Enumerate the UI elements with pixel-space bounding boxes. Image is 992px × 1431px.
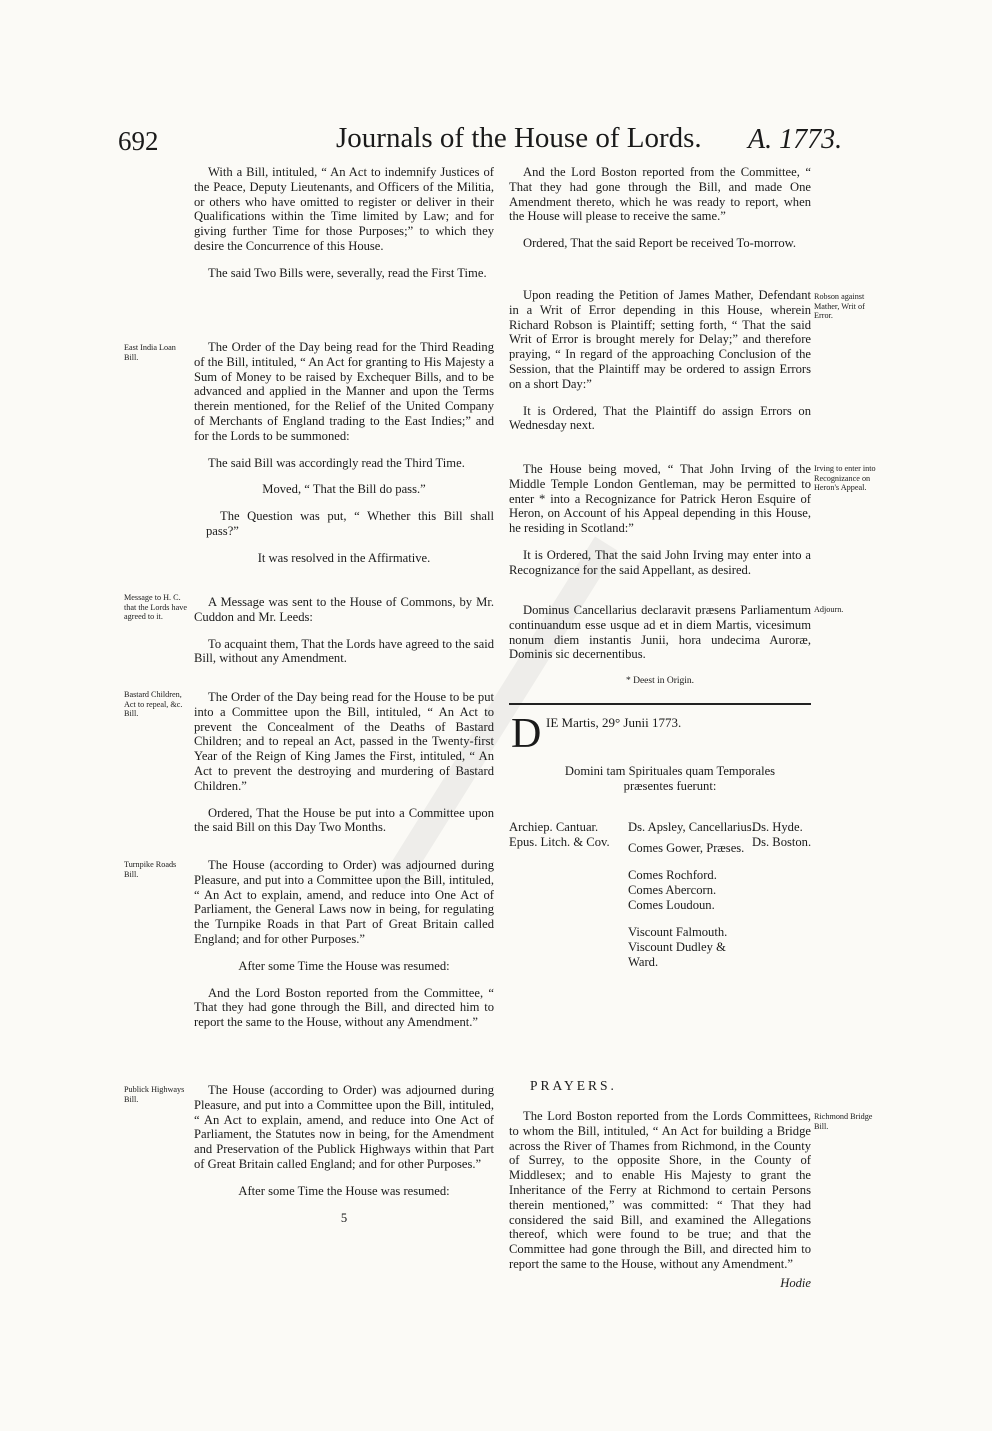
left-column-bastard	[194, 690, 494, 847]
left-paragraph: After some Time the House was resumed:	[238, 958, 450, 973]
right-column-adjourn	[509, 603, 811, 701]
left-paragraph: The Order of the Day being read for the House to be put into a Committee upon the Bill, intituled, “ An Act to prevent the Concealment of the Deaths of Bastard Children; and to repeal an Act, passed in the Twenty-first Year of the Reign of King James the First, intituled, “ An Act to prevent the destroying and murdering of Bastard Children.”	[194, 690, 494, 793]
left-paragraph: A Message was sent to the House of Commons, by Mr. Cuddon and Mr. Leeds:	[194, 595, 494, 624]
roster-entry: Epus. Litch. & Cov.	[509, 835, 610, 849]
right-column-irving	[509, 462, 811, 590]
left-paragraph: The said Two Bills were, severally, read the First Time.	[208, 265, 487, 280]
catchword: Hodie	[780, 1275, 811, 1290]
section-rule	[509, 703, 811, 705]
left-paragraph: It was resolved in the Affirmative.	[257, 550, 431, 565]
roster-entry: Viscount Falmouth.	[628, 925, 728, 939]
roster-col-1	[509, 820, 610, 850]
left-column-highways	[194, 1083, 494, 1225]
right-paragraph: The Lord Boston reported from the Lords Committees, to whom the Bill, intituled, “ An Act for building a Bridge across the River of Thames from Richmond, in the County of Surrey, to the opposite Shore, in the County of Middlesex; and to enable His Majesty to grant the Inheritance of the Ferry at Richmond to certain Persons therein mentioned,” was committed: “ That they had considered the said Bill, and examined the Allegations thereof, which were found to be true; and that the Committee had gone through the Bill, and directed him to report the same to the House, without any Amendment.”	[509, 1109, 811, 1271]
sitting-date: IE Martis, 29° Junii 1773.	[546, 715, 682, 730]
right-paragraph: Ordered, That the said Report be received To-morrow.	[523, 236, 797, 251]
roster-entry: Archiep. Cantuar.	[509, 820, 599, 834]
roster-entry: Comes Abercorn.	[628, 883, 717, 897]
roster-entry: Ds. Boston.	[752, 835, 812, 849]
left-column-message	[194, 595, 494, 678]
right-column	[509, 165, 811, 263]
left-paragraph: Moved, “ That the Bill do pass.”	[262, 482, 426, 497]
year: A. 1773.	[748, 124, 843, 155]
right-column-richmond	[509, 1109, 811, 1291]
footnote: * Deest in Origin.	[625, 676, 695, 687]
left-paragraph: The House (according to Order) was adjourned during Pleasure, and put into a Committee upon the Bill, intituled, “ An Act to explain, amend, and reduce into One Act of Parliament, the Statutes now in being, for the Amendment and Preservation of the Publick Highways within that Part of Great Britain called England; and for other Purposes.”	[194, 1083, 494, 1171]
left-paragraph: After some Time the House was resumed:	[238, 1183, 450, 1198]
margin-note-message: Message to H. C. that the Lords have agreed to it.	[124, 593, 187, 621]
margin-note-richmond: Richmond Bridge Bill.	[814, 1112, 873, 1131]
margin-note-turnpike: Turnpike Roads Bill.	[124, 860, 177, 879]
roster-entry: Comes Rochford.	[628, 868, 717, 882]
left-column-turnpike	[194, 858, 494, 1042]
roster-col-3	[752, 820, 811, 850]
domini-line: Domini tam Spirituales quam Temporales præsentes fuerunt:	[564, 764, 776, 793]
roster-entry: Ds. Apsley, Cancellarius.	[628, 820, 755, 834]
left-paragraph: Ordered, That the House be put into a Committee upon the said Bill on this Day Two Months.	[194, 805, 494, 835]
margin-note-bastard: Bastard Children, Act to repeal, &c. Bill.	[124, 690, 183, 718]
right-paragraph: It is Ordered, That the Plaintiff do assign Errors on Wednesday next.	[509, 403, 811, 433]
right-paragraph: It is Ordered, That the said John Irving may enter into a Recognizance for the said Appellant, as desired.	[509, 547, 811, 577]
left-column-east-india	[194, 340, 494, 578]
journal-title: Journals of the House of Lords.	[336, 122, 702, 154]
roster-entry: Viscount Dudley & Ward.	[628, 940, 726, 969]
right-column-robson	[509, 288, 811, 445]
right-paragraph: Upon reading the Petition of James Mather, Defendant in a Writ of Error depending in this House, wherein Richard Robson is Plaintiff; setting forth, “ That the said Writ of Error is brought merely for Delay;” and therefore praying, “ In regard of the approaching Conclusion of the Session, that the Plaintiff may be ordered to assign Errors on a short Day:”	[509, 288, 811, 391]
margin-note-east-india: East India Loan Bill.	[124, 343, 176, 362]
left-paragraph: The said Bill was accordingly read the Third Time.	[208, 455, 465, 470]
margin-note-adjourn: Adjourn.	[814, 605, 844, 614]
roster-entry: Ds. Hyde.	[752, 820, 803, 834]
right-paragraph: The House being moved, “ That John Irving of the Middle Temple London Gentleman, may be permitted to enter * into a Recognizance for Patrick Heron Esquire of Heron, on Account of his Appeal depending in this House, he residing in Scotland:”	[509, 462, 811, 536]
margin-note-irving: Irving to enter into Recognizance on Heron's Appeal.	[814, 464, 876, 492]
prayers-heading: PRAYERS.	[530, 1078, 617, 1093]
left-paragraph: And the Lord Boston reported from the Committee, “ That they had gone through the Bill, and directed him to report the same to the House, without any Amendment.”	[194, 985, 494, 1030]
left-column	[194, 165, 494, 301]
roster-entry: Comes Loudoun.	[628, 898, 715, 912]
margin-note-robson: Robson against Mather, Writ of Error.	[814, 292, 865, 320]
left-paragraph: The House (according to Order) was adjourned during Pleasure, and put into a Committee upon the Bill, intituled, “ An Act to explain, amend, and reduce into One Act of Parliament, the General Laws now in being, for regulating the Turnpike Roads in that Part of Great Britain called England; and for other Purposes.”	[194, 858, 494, 946]
signature-mark: 5	[340, 1210, 348, 1225]
right-paragraph: Dominus Cancellarius declaravit præsens Parliamentum continuandum esse usque ad et in diem Martis, vicesimum nonum diem instantis Junii, hora undecima Auroræ, Dominis sic decernentibus.	[509, 603, 811, 662]
roster-entry: Comes Gower, Præses.	[628, 841, 745, 855]
page-number: 692	[118, 126, 159, 156]
left-paragraph: To acquaint them, That the Lords have agreed to the said Bill, without any Amendment.	[194, 636, 494, 666]
left-paragraph: With a Bill, intituled, “ An Act to indemnify Justices of the Peace, Deputy Lieutenants, and Officers of the Militia, or others who have omitted to register or deliver in their Qualifications within the Time limited by Law; and for giving further Time for those Purposes;” to which they desire the Concurrence of this House.	[194, 165, 494, 253]
right-paragraph: And the Lord Boston reported from the Committee, “ That they had gone through the Bill, and made One Amendment thereto, which he was ready to report, when the House will please to receive the same.”	[509, 165, 811, 224]
left-paragraph: The Question was put, “ Whether this Bill shall pass?”	[206, 509, 494, 538]
drop-capital: D	[511, 711, 542, 757]
left-paragraph: The Order of the Day being read for the Third Reading of the Bill, intituled, “ An Act for granting to His Majesty a Sum of Money to be raised by Exchequer Bills, and to be advanced and applied in the Manner and upon the Terms therein mentioned, for the Relief of the United Company of Merchants of England trading to the East Indies;” and for the Lords to be summoned:	[194, 340, 494, 443]
margin-note-highways: Publick Highways Bill.	[124, 1085, 185, 1104]
roster-col-2	[628, 820, 758, 970]
